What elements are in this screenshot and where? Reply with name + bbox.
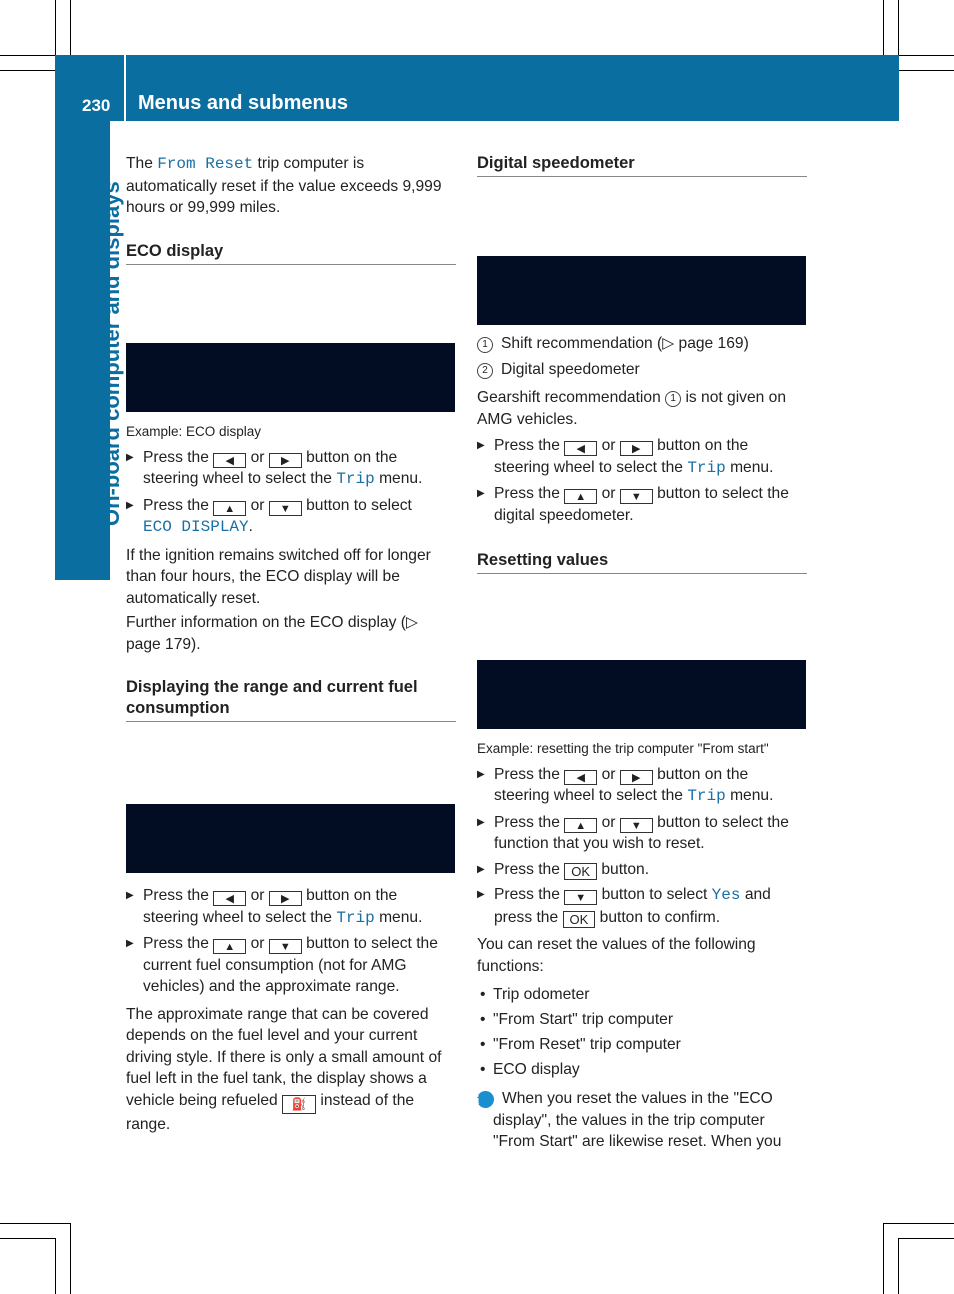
reset-step-2 (477, 812, 807, 855)
crop-mark (55, 0, 56, 55)
fuel-pump-icon: ⛽ (282, 1095, 316, 1114)
step-text: menu. (379, 908, 423, 926)
code-trip: Trip (336, 908, 375, 927)
step-text: button on the steering wheel to select the (494, 765, 749, 804)
left-arrow-button-icon: ◀ (213, 453, 246, 468)
list-item: • ECO display (477, 1057, 807, 1082)
crop-mark (899, 1238, 954, 1239)
list-item: • Trip odometer (477, 982, 807, 1007)
left-column-eco (126, 421, 456, 722)
step-text: or (601, 437, 616, 454)
range-heading: Displaying the range and current fuel consumption (126, 677, 456, 722)
callout-2-icon: 2 (477, 363, 493, 379)
up-arrow-button-icon: ▲ (564, 489, 597, 504)
paragraph-text: is not given on AMG vehicles. (477, 389, 786, 428)
step-text: or (601, 813, 616, 831)
eco-caption: Example: ECO display (126, 424, 262, 439)
step-text: Press the (494, 437, 560, 454)
up-arrow-button-icon: ▲ (213, 939, 246, 954)
reset-paragraph: You can reset the values of the following functions: (477, 936, 756, 975)
up-arrow-button-icon: ▲ (564, 818, 597, 833)
code-trip: Trip (687, 458, 726, 477)
paragraph-text: The approximate range that can be covered depends on the fuel level and your current driving style. If there is only a small amount of fuel left in the fuel tank, the display shows a vehicle being refueled (126, 1005, 442, 1109)
paragraph-text: Gearshift recommendation (477, 389, 661, 406)
range-step-2 (126, 933, 456, 998)
step-text: Press the (494, 485, 560, 502)
crop-mark (55, 1238, 56, 1294)
speedometer-display-image (477, 256, 806, 325)
left-arrow-button-icon: ◀ (564, 441, 597, 456)
step-text: button to confirm. (599, 908, 721, 926)
right-arrow-button-icon: ▶ (620, 770, 653, 785)
step-text: button to select the digital speedometer. (494, 485, 789, 524)
right-arrow-button-icon: ▶ (620, 441, 653, 456)
crop-mark (899, 55, 954, 56)
speedo-step-1 (477, 435, 807, 479)
eco-step-1 (126, 447, 456, 491)
step-text: Press the (143, 935, 209, 952)
step-text: button to select the function that you wish to reset. (494, 813, 789, 852)
crop-mark (70, 1223, 71, 1294)
ok-button-icon: OK (563, 911, 596, 928)
step-text: menu. (730, 458, 774, 476)
left-arrow-button-icon: ◀ (213, 891, 246, 906)
step-text: Press the (143, 496, 209, 514)
down-arrow-button-icon: ▼ (269, 939, 302, 954)
speedo-step-2 (477, 483, 807, 526)
step-text: menu. (379, 470, 423, 487)
reset-step-1 (477, 764, 807, 808)
step-text: Press the (494, 860, 560, 878)
reset-caption: Example: resetting the trip computer "From start" (477, 741, 769, 756)
chapter-title: On-board computer and displays (99, 181, 124, 526)
step-text: button to select (306, 496, 412, 514)
left-arrow-button-icon: ◀ (564, 770, 597, 785)
eco-heading: ECO display (126, 241, 456, 265)
step-text: or (601, 485, 616, 502)
left-column (126, 153, 456, 265)
page-number: 230 (82, 96, 111, 115)
code-yes: Yes (711, 886, 741, 904)
speedo-heading: Digital speedometer (477, 153, 807, 177)
eco-step-2 (126, 495, 456, 539)
crop-mark (0, 55, 55, 56)
right-arrow-button-icon: ▶ (269, 453, 302, 468)
legend-item-1 (477, 331, 807, 357)
down-arrow-button-icon: ▼ (564, 890, 597, 905)
code-trip: Trip (336, 470, 375, 488)
range-paragraph (126, 1004, 456, 1136)
step-text: Press the (494, 765, 560, 783)
left-column-range (126, 885, 456, 1135)
step-text: Press the (143, 448, 209, 466)
step-text: button. (601, 860, 650, 878)
step-text: Press the (143, 887, 209, 904)
intro-paragraph (126, 153, 456, 219)
step-text: button on the steering wheel to select the (143, 448, 398, 487)
step-text: or (601, 765, 616, 783)
crop-mark (883, 1223, 884, 1294)
code-trip: Trip (687, 787, 726, 805)
step-text: button to select (601, 886, 708, 903)
list-item: • "From Reset" trip computer (477, 1032, 807, 1057)
reset-display-image (477, 660, 806, 729)
info-note (477, 1088, 807, 1153)
down-arrow-button-icon: ▼ (620, 489, 653, 504)
right-column-speedo (477, 331, 807, 574)
up-arrow-button-icon: ▲ (213, 501, 246, 516)
legend-text: Shift recommendation (▷ page 169) (501, 335, 749, 352)
paragraph-text: instead of the range. (126, 1091, 415, 1133)
down-arrow-button-icon: ▼ (269, 501, 302, 516)
info-icon: i (477, 1091, 494, 1108)
gearshift-paragraph (477, 387, 807, 430)
range-step-1 (126, 885, 456, 929)
reset-step-4 (477, 884, 807, 928)
info-text: When you reset the values in the "ECO display", the values in the trip computer "From Start" are likewise reset. When you (493, 1090, 782, 1150)
eco-paragraph-2: Further information on the ECO display (▷ page 179). (126, 614, 418, 653)
step-text: button on the steering wheel to select the (494, 437, 749, 476)
step-text: Press the (494, 886, 560, 903)
eco-paragraph-1: If the ignition remains switched off for longer than four hours, the ECO display will be automatically reset. (126, 546, 431, 607)
right-column-reset (477, 738, 807, 1153)
code-from-reset: From Reset (157, 155, 254, 173)
header-divider (124, 55, 126, 121)
list-item: • "From Start" trip computer (477, 1007, 807, 1032)
step-text: Press the (494, 813, 560, 831)
legend-item-2 (477, 357, 807, 383)
reset-heading: Resetting values (477, 550, 807, 574)
crop-mark (898, 1238, 899, 1294)
down-arrow-button-icon: ▼ (620, 818, 653, 833)
step-text: or (250, 496, 265, 514)
ok-button-icon: OK (564, 863, 597, 880)
eco-display-image (126, 343, 455, 412)
step-text: . (248, 518, 253, 535)
intro-pre: The (126, 155, 158, 172)
crop-mark (884, 1223, 954, 1224)
reset-function-list (477, 982, 807, 1082)
step-text: or (250, 887, 265, 904)
code-eco-display: ECO DISPLAY (143, 518, 249, 536)
callout-1-icon: 1 (665, 391, 681, 407)
intro-post: trip computer is automatically reset if the value exceeds 9,999 hours or 99,999 miles. (126, 155, 442, 216)
step-text: and press the (494, 886, 771, 926)
legend-text: Digital speedometer (501, 361, 640, 378)
step-text: or (250, 935, 265, 952)
step-text: button on the steering wheel to select the (143, 887, 398, 926)
right-column (477, 153, 807, 177)
step-text: or (250, 448, 265, 466)
callout-1-icon: 1 (477, 337, 493, 353)
step-text: button to select the current fuel consumption (not for AMG vehicles) and the approximate range. (143, 935, 438, 995)
range-display-image (126, 804, 455, 873)
page-title: Menus and submenus (138, 92, 349, 114)
crop-mark (0, 1223, 70, 1224)
crop-mark (0, 1238, 55, 1239)
right-arrow-button-icon: ▶ (269, 891, 302, 906)
reset-step-3 (477, 859, 807, 881)
crop-mark (898, 0, 899, 55)
step-text: menu. (730, 787, 774, 804)
